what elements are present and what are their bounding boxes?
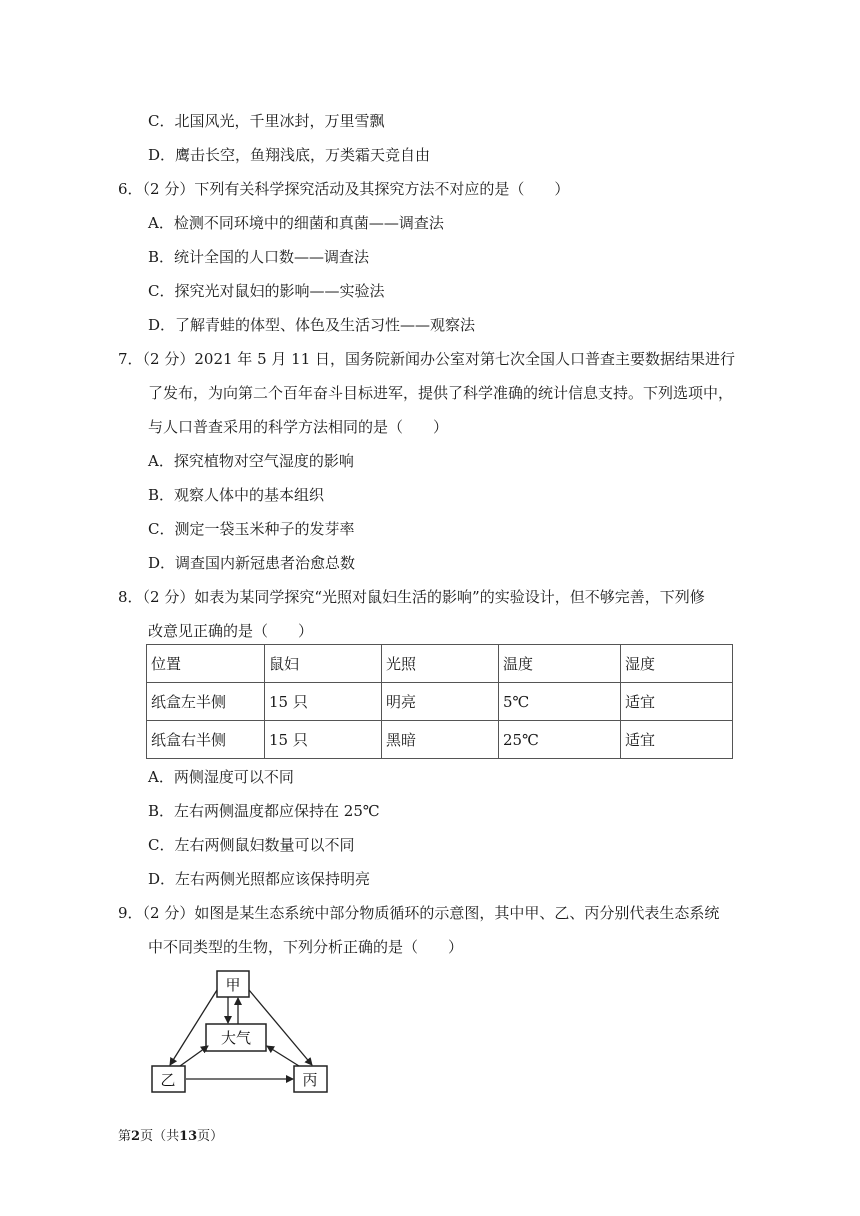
arrow-bing-to-daqi (267, 1046, 299, 1066)
footer-suffix: 页） (197, 1129, 224, 1144)
page-footer (118, 1128, 223, 1146)
table-cell: 适宜 (621, 683, 733, 721)
q7-stem-line-2: 了发布，为向第二个百年奋斗目标进军，提供了科学准确的统计信息支持。下列选项中， (148, 384, 734, 402)
table-cell: 15 只 (265, 683, 382, 721)
q8-option-b: B．左右两侧温度都应保持在 25℃ (148, 802, 380, 820)
footer-total-pages: 13 (179, 1129, 198, 1144)
carbon-cycle-diagram (150, 968, 340, 1098)
footer-prefix: 第 (118, 1129, 132, 1144)
q5-option-d: D．鹰击长空，鱼翔浅底，万类霜天竞自由 (148, 146, 431, 164)
q8-option-a: A．两侧湿度可以不同 (148, 768, 294, 786)
node-bing-label: 丙 (302, 1071, 318, 1089)
table-cell: 15 只 (265, 721, 382, 759)
q7-option-c: C．测定一袋玉米种子的发芽率 (148, 520, 355, 538)
table-row (147, 721, 733, 759)
q7-stem-line-3: 与人口普查采用的科学方法相同的是（ ） (148, 418, 449, 436)
experiment-table (146, 644, 733, 759)
q8-option-d: D．左右两侧光照都应该保持明亮 (148, 870, 371, 888)
table-header-cell: 位置 (147, 645, 265, 683)
q6-option-d: D．了解青蛙的体型、体色及生活习性——观察法 (148, 316, 476, 334)
q6-option-c: C．探究光对鼠妇的影响——实验法 (148, 282, 385, 300)
q7-stem-line-1: 7．（2 分）2021 年 5 月 11 日，国务院新闻办公室对第七次全国人口普查主要数据结果进行 (118, 350, 736, 368)
q5-option-c: C．北国风光，千里冰封，万里雪飘 (148, 112, 385, 130)
table-row (147, 683, 733, 721)
table-header-cell: 光照 (382, 645, 499, 683)
q9-stem-line-2: 中不同类型的生物，下列分析正确的是（ ） (148, 938, 464, 956)
table-cell: 黑暗 (382, 721, 499, 759)
arrow-yi-to-daqi (180, 1046, 208, 1066)
footer-page-number: 2 (131, 1129, 141, 1144)
q8-stem-line-2: 改意见正确的是（ ） (148, 622, 314, 640)
table-cell: 适宜 (621, 721, 733, 759)
table-header-row (147, 645, 733, 683)
table-cell: 25℃ (499, 721, 621, 759)
table-cell: 纸盒右半侧 (147, 721, 265, 759)
q6-option-b: B．统计全国的人口数——调查法 (148, 248, 370, 266)
q9-stem-line-1: 9．（2 分）如图是某生态系统中部分物质循环的示意图，其中甲、乙、丙分别代表生态系统 (118, 904, 720, 922)
q6-stem: 6．（2 分）下列有关科学探究活动及其探究方法不对应的是（ ） (118, 180, 570, 198)
q7-option-b: B．观察人体中的基本组织 (148, 486, 325, 504)
node-yi-label: 乙 (160, 1071, 176, 1089)
node-jia-label: 甲 (225, 976, 241, 994)
q8-stem-line-1: 8．（2 分）如表为某同学探究“光照对鼠妇生活的影响”的实验设计，但不够完善，下列修 (118, 588, 705, 606)
q7-option-d: D．调查国内新冠患者治愈总数 (148, 554, 356, 572)
table-cell: 5℃ (499, 683, 621, 721)
q7-option-a: A．探究植物对空气湿度的影响 (148, 452, 354, 470)
footer-mid: 页（共 (140, 1129, 180, 1144)
table-cell: 纸盒左半侧 (147, 683, 265, 721)
table-cell: 明亮 (382, 683, 499, 721)
q8-option-c: C．左右两侧鼠妇数量可以不同 (148, 836, 355, 854)
table-header-cell: 温度 (499, 645, 621, 683)
table-header-cell: 鼠妇 (265, 645, 382, 683)
q6-option-a: A．检测不同环境中的细菌和真菌——调查法 (148, 214, 444, 232)
node-daqi-label: 大气 (220, 1029, 252, 1047)
table-header-cell: 湿度 (621, 645, 733, 683)
